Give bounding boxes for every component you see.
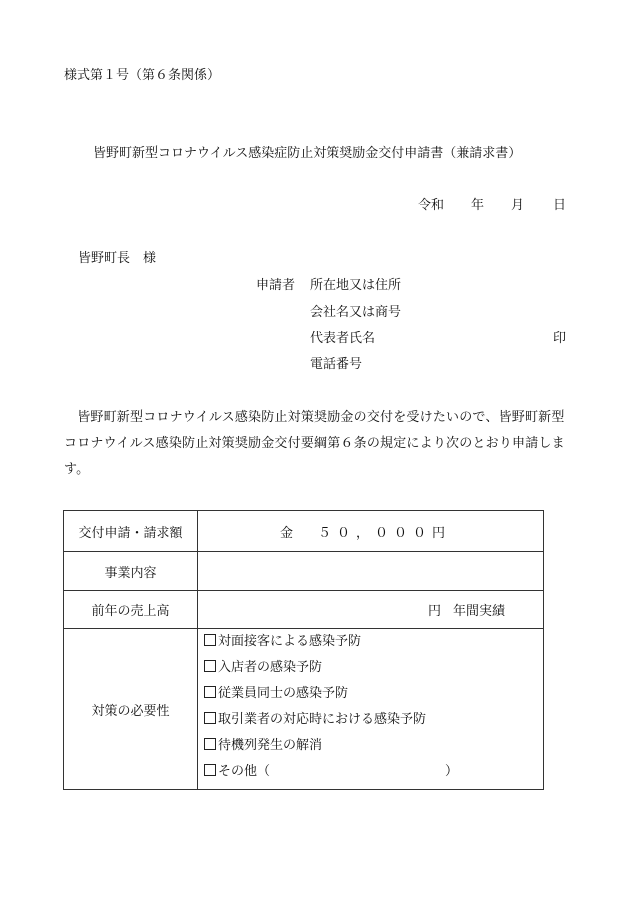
seal-mark: 印 [553,331,567,346]
date-era: 令和 [418,198,445,213]
need-label: 対策の必要性 [64,629,198,790]
table-row [64,591,544,629]
need-option[interactable]: 待機列発生の解消 [204,737,543,763]
business-value[interactable] [198,552,544,591]
sales-unit: 円 [427,604,441,619]
applicant-company-label: 会社名又は商号 [310,305,402,320]
sales-label: 前年の売上高 [64,591,198,629]
table-row [64,629,544,790]
statement-text: 皆野町新型コロナウイルス感染防止対策奨励金の交付を受けたいので、皆野町新型コロナウイルス感染防止対策奨励金交付要綱第６条の規定により次のとおり申請します。 [64,410,565,477]
date-month: 月 [511,198,525,213]
table-row [64,511,544,552]
addressee: 皆野町長 様 [78,251,157,266]
need-option[interactable]: 取引業者の対応時における感染予防 [204,711,543,737]
applicant-phone-label: 電話番号 [310,357,363,372]
applicant-label: 申請者 [256,278,296,293]
amount-label: 交付申請・請求額 [64,511,198,552]
checkbox-icon[interactable] [204,712,216,724]
applicant-representative-label: 代表者氏名 [310,331,376,346]
need-option[interactable]: 従業員同士の感染予防 [204,685,543,711]
checkbox-icon[interactable] [204,660,216,672]
application-detail-table [63,510,544,790]
need-options [198,629,544,790]
need-option-other[interactable]: その他（ ） [204,763,543,789]
date-line [418,197,566,215]
business-label: 事業内容 [64,552,198,591]
need-option[interactable]: 入店者の感染予防 [204,659,543,685]
checkbox-icon[interactable] [204,738,216,750]
application-statement [64,405,574,483]
need-option[interactable]: 対面接客による感染予防 [204,633,543,659]
other-close-paren: ） [445,764,459,779]
checkbox-icon[interactable] [204,686,216,698]
checkbox-icon[interactable] [204,634,216,646]
amount-value: 金 ５０，０００円 [198,511,544,552]
sales-value[interactable] [198,591,544,629]
sales-note: 年間実績 [452,604,505,619]
form-number: 様式第１号（第６条関係） [64,68,221,83]
table-row [64,552,544,591]
checkbox-icon[interactable] [204,764,216,776]
date-year: 年 [471,198,485,213]
document-title: 皆野町新型コロナウイルス感染症防止対策奨励金交付申請書（兼請求書） [93,146,522,161]
applicant-address-label: 所在地又は住所 [310,278,402,293]
date-day: 日 [553,198,567,213]
